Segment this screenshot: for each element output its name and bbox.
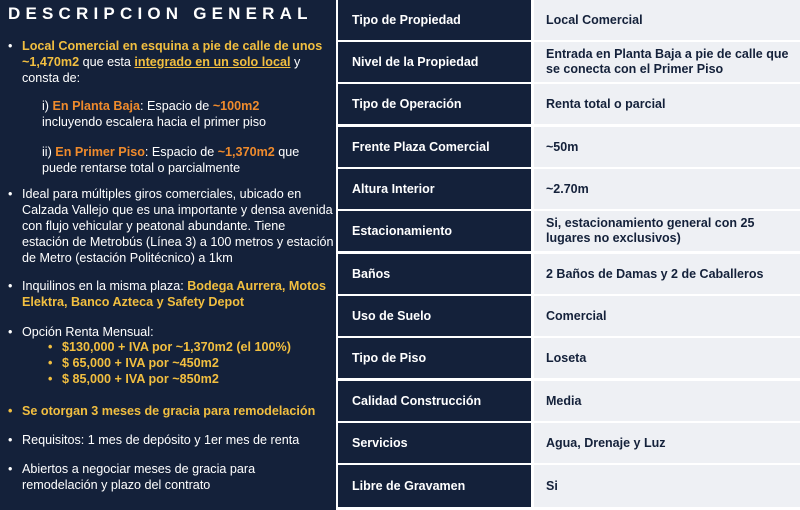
row-value: ~2.70m (534, 169, 800, 209)
row-label: Baños (338, 254, 534, 294)
table-row (338, 423, 800, 463)
renta-option-3: • $ 85,000 + IVA por ~850m2 (48, 372, 219, 386)
row-value: Media (534, 381, 800, 421)
table-row (338, 84, 800, 124)
row-value: Si (534, 465, 800, 507)
table-row (338, 296, 800, 336)
row-label: Frente Plaza Comercial (338, 127, 534, 167)
bullet-gracia: • Se otorgan 3 meses de gracia para remodelación (8, 404, 316, 418)
bullet-local: • Local Comercial en esquina a pie de calle de unos ~1,470m2 que esta integrado en un solo local y consta de: (8, 39, 323, 85)
table-row (338, 169, 800, 209)
row-value: 2 Baños de Damas y 2 de Caballeros (534, 254, 800, 294)
bullet-icon: • (8, 325, 13, 339)
row-value: ~50m (534, 127, 800, 167)
panel-title: DESCRIPCION GENERAL (8, 4, 313, 23)
property-table (338, 0, 800, 510)
bullet-icon: • (8, 462, 13, 476)
bullet-icon: • (8, 187, 13, 201)
bullet-requisitos: • Requisitos: 1 mes de depósito y 1er mes de renta (8, 433, 300, 447)
row-value: Local Comercial (534, 0, 800, 40)
renta-option-1: • $130,000 + IVA por ~1,370m2 (el 100%) (48, 340, 291, 354)
table-row (338, 381, 800, 421)
row-label: Calidad Construcción (338, 381, 534, 421)
descripcion-panel (0, 0, 336, 510)
row-label: Servicios (338, 423, 534, 463)
row-label: Altura Interior (338, 169, 534, 209)
row-label: Libre de Gravamen (338, 465, 534, 507)
table-row (338, 211, 800, 251)
table-row (338, 42, 800, 82)
bullet-icon: • (8, 39, 13, 53)
bullet-giros: • Ideal para múltiples giros comerciales, ubicado en Calzada Vallejo que es una importante y densa avenida con flujo vehicular y peatonal abundante. Tiene estación de Metrobús (Línea 3) a 100 metros y estación de Metro (estación Politécnico) a 1km (8, 187, 334, 265)
table-row (338, 465, 800, 507)
renta-option-2: • $ 65,000 + IVA por ~450m2 (48, 356, 219, 370)
row-value: Loseta (534, 338, 800, 378)
bullet-renta: • Opción Renta Mensual: (8, 325, 154, 339)
bullet-icon: • (8, 279, 13, 293)
row-value: Agua, Drenaje y Luz (534, 423, 800, 463)
bullet-inquilinos: • Inquilinos en la misma plaza: Bodega Aurrera, Motos Elektra, Banco Azteca y Safety Depot (8, 279, 326, 309)
table-row (338, 338, 800, 378)
row-value: Si, estacionamiento general con 25 lugares no exclusivos) (534, 211, 800, 251)
sub-item-planta-baja: i) En Planta Baja: Espacio de ~100m2 incluyendo escalera hacia el primer piso (42, 99, 267, 129)
table-row (338, 0, 800, 40)
table-row (338, 127, 800, 167)
row-value: Comercial (534, 296, 800, 336)
row-label: Tipo de Propiedad (338, 0, 534, 40)
table-row (338, 254, 800, 294)
row-label: Tipo de Piso (338, 338, 534, 378)
bullet-negociar: • Abiertos a negociar meses de gracia para remodelación y plazo del contrato (8, 462, 256, 492)
row-label: Tipo de Operación (338, 84, 534, 124)
row-value: Renta total o parcial (534, 84, 800, 124)
row-value: Entrada en Planta Baja a pie de calle que se conecta con el Primer Piso (534, 42, 800, 82)
row-label: Nivel de la Propiedad (338, 42, 534, 82)
bullet-icon: • (8, 433, 13, 447)
bullet-icon: • (8, 404, 13, 418)
sub-item-primer-piso: ii) En Primer Piso: Espacio de ~1,370m2 que puede rentarse total o parcialmente (42, 145, 300, 175)
row-label: Estacionamiento (338, 211, 534, 251)
row-label: Uso de Suelo (338, 296, 534, 336)
